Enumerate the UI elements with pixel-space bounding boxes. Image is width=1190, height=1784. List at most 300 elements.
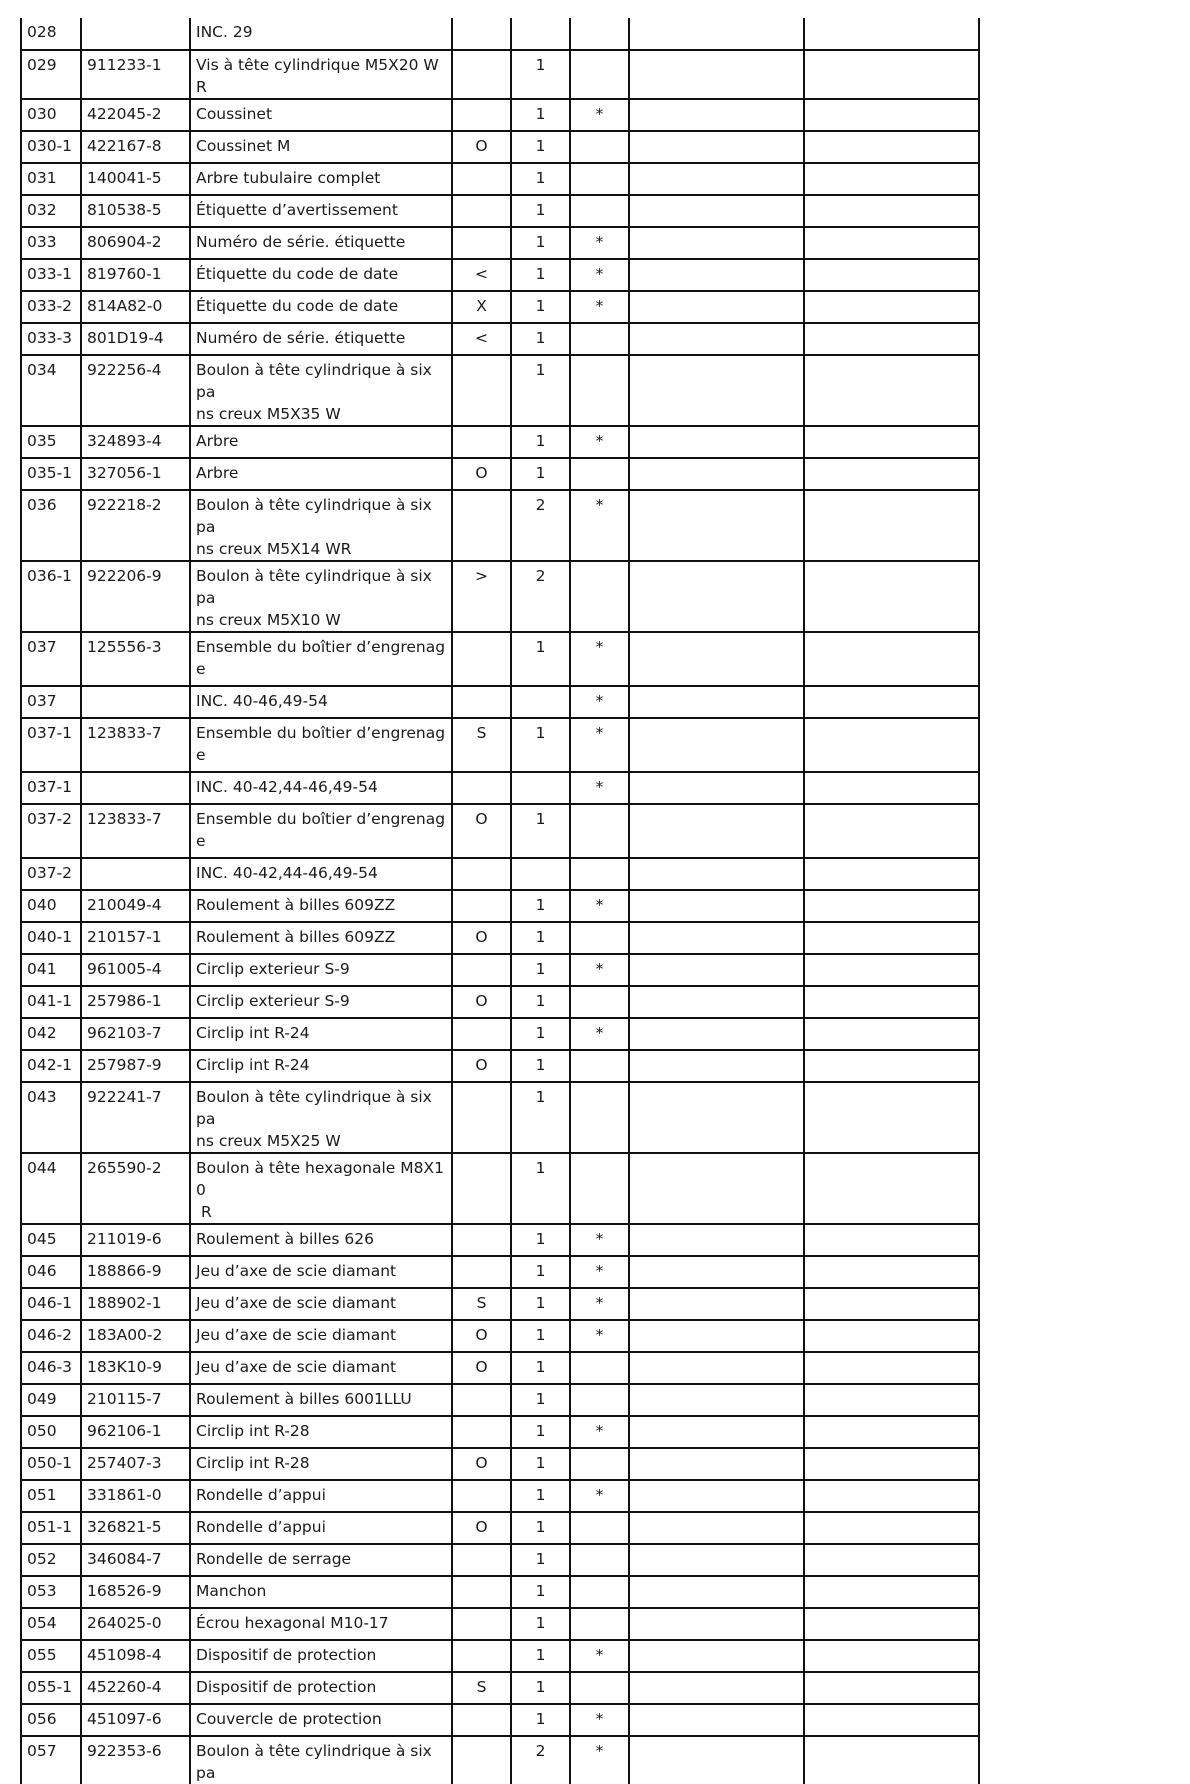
- note-cell: [570, 1153, 629, 1224]
- table-row: [21, 1082, 979, 1153]
- description-cell: [190, 1320, 452, 1352]
- note-cell: *: [570, 1416, 629, 1448]
- description-text: Boulon à tête cylindrique à six pa ns creux M5X35 W: [196, 361, 432, 423]
- description-text: Circlip int R-28: [196, 1422, 310, 1440]
- empty-cell: [629, 954, 804, 986]
- flag-cell: [452, 1480, 511, 1512]
- part-number-cell: 911233-1: [81, 50, 190, 99]
- quantity-cell: 1: [511, 355, 570, 426]
- description-cell: [190, 1704, 452, 1736]
- note-cell: *: [570, 632, 629, 686]
- description-text: Couvercle de protection: [196, 1710, 382, 1728]
- item-number-cell: 037: [21, 686, 81, 718]
- part-number-cell: 819760-1: [81, 259, 190, 291]
- part-number-cell: 806904-2: [81, 227, 190, 259]
- empty-cell: [629, 804, 804, 858]
- flag-cell: [452, 1576, 511, 1608]
- empty-cell: [804, 1448, 979, 1480]
- description-text: Arbre tubulaire complet: [196, 169, 381, 187]
- flag-cell: [452, 858, 511, 890]
- empty-cell: [629, 1640, 804, 1672]
- empty-cell: [804, 99, 979, 131]
- part-number-cell: 810538-5: [81, 195, 190, 227]
- table-row: [21, 1576, 979, 1608]
- empty-cell: [804, 686, 979, 718]
- description-text: Roulement à billes 609ZZ: [196, 928, 396, 946]
- quantity-cell: 1: [511, 1352, 570, 1384]
- part-number-cell: 331861-0: [81, 1480, 190, 1512]
- item-number-cell: 042: [21, 1018, 81, 1050]
- part-number-cell: 922353-6: [81, 1736, 190, 1784]
- empty-cell: [629, 561, 804, 632]
- empty-cell: [629, 1288, 804, 1320]
- table-row: [21, 686, 979, 718]
- description-text: Roulement à billes 6001LLU: [196, 1390, 412, 1408]
- empty-cell: [629, 986, 804, 1018]
- description-cell: [190, 1544, 452, 1576]
- empty-cell: [804, 50, 979, 99]
- table-row: [21, 458, 979, 490]
- table-row: [21, 195, 979, 227]
- quantity-cell: 1: [511, 1608, 570, 1640]
- description-text: Manchon: [196, 1582, 267, 1600]
- description-text: Circlip exterieur S-9: [196, 960, 350, 978]
- empty-cell: [629, 1050, 804, 1082]
- description-text: Rondelle d’appui: [196, 1486, 326, 1504]
- part-number-cell: [81, 18, 190, 50]
- item-number-cell: 053: [21, 1576, 81, 1608]
- item-number-cell: 044: [21, 1153, 81, 1224]
- item-number-cell: 033-1: [21, 259, 81, 291]
- empty-cell: [629, 718, 804, 772]
- description-text: Jeu d’axe de scie diamant: [196, 1262, 397, 1280]
- description-text: Circlip int R-24: [196, 1024, 310, 1042]
- note-cell: *: [570, 227, 629, 259]
- flag-cell: [452, 1224, 511, 1256]
- empty-cell: [629, 163, 804, 195]
- note-cell: [570, 1576, 629, 1608]
- empty-cell: [629, 922, 804, 954]
- empty-cell: [629, 1512, 804, 1544]
- flag-cell: O: [452, 1512, 511, 1544]
- item-number-cell: 041: [21, 954, 81, 986]
- quantity-cell: [511, 686, 570, 718]
- empty-cell: [629, 1384, 804, 1416]
- description-text: Rondelle d’appui: [196, 1518, 326, 1536]
- quantity-cell: 1: [511, 163, 570, 195]
- quantity-cell: 1: [511, 1153, 570, 1224]
- part-number-cell: 211019-6: [81, 1224, 190, 1256]
- empty-cell: [804, 954, 979, 986]
- table-row: [21, 1018, 979, 1050]
- description-text: Étiquette du code de date: [196, 265, 399, 283]
- item-number-cell: 032: [21, 195, 81, 227]
- empty-cell: [804, 458, 979, 490]
- note-cell: *: [570, 686, 629, 718]
- description-cell: [190, 1153, 452, 1224]
- note-cell: *: [570, 954, 629, 986]
- item-number-cell: 033-2: [21, 291, 81, 323]
- note-cell: [570, 922, 629, 954]
- empty-cell: [629, 99, 804, 131]
- item-number-cell: 056: [21, 1704, 81, 1736]
- item-number-cell: 054: [21, 1608, 81, 1640]
- part-number-cell: 188866-9: [81, 1256, 190, 1288]
- empty-cell: [629, 1352, 804, 1384]
- flag-cell: [452, 18, 511, 50]
- flag-cell: [452, 772, 511, 804]
- table-row: [21, 1352, 979, 1384]
- flag-cell: [452, 50, 511, 99]
- part-number-cell: 123833-7: [81, 718, 190, 772]
- part-number-cell: 801D19-4: [81, 323, 190, 355]
- empty-cell: [629, 1544, 804, 1576]
- flag-cell: [452, 1384, 511, 1416]
- note-cell: *: [570, 1224, 629, 1256]
- part-number-cell: 123833-7: [81, 804, 190, 858]
- flag-cell: O: [452, 131, 511, 163]
- flag-cell: S: [452, 718, 511, 772]
- item-number-cell: 041-1: [21, 986, 81, 1018]
- description-text: Roulement à billes 626: [196, 1230, 374, 1248]
- flag-cell: [452, 1608, 511, 1640]
- description-text: Roulement à billes 609ZZ: [196, 896, 396, 914]
- empty-cell: [629, 1736, 804, 1784]
- description-text: Étiquette d’avertissement: [196, 201, 398, 219]
- note-cell: *: [570, 1704, 629, 1736]
- description-cell: [190, 922, 452, 954]
- part-number-cell: 962106-1: [81, 1416, 190, 1448]
- flag-cell: O: [452, 1352, 511, 1384]
- quantity-cell: 1: [511, 259, 570, 291]
- empty-cell: [804, 1256, 979, 1288]
- description-text: Dispositif de protection: [196, 1646, 377, 1664]
- note-cell: *: [570, 426, 629, 458]
- flag-cell: S: [452, 1288, 511, 1320]
- note-cell: *: [570, 1256, 629, 1288]
- quantity-cell: 1: [511, 131, 570, 163]
- quantity-cell: 1: [511, 323, 570, 355]
- table-row: [21, 1704, 979, 1736]
- description-cell: [190, 18, 452, 50]
- description-text: INC. 40-42,44-46,49-54: [196, 864, 378, 882]
- part-number-cell: 422045-2: [81, 99, 190, 131]
- empty-cell: [804, 1384, 979, 1416]
- empty-cell: [804, 1608, 979, 1640]
- item-number-cell: 046-2: [21, 1320, 81, 1352]
- note-cell: *: [570, 1480, 629, 1512]
- flag-cell: O: [452, 804, 511, 858]
- empty-cell: [629, 458, 804, 490]
- description-cell: [190, 458, 452, 490]
- table-row: [21, 227, 979, 259]
- flag-cell: [452, 890, 511, 922]
- item-number-cell: 037-1: [21, 718, 81, 772]
- flag-cell: X: [452, 291, 511, 323]
- flag-cell: [452, 99, 511, 131]
- empty-cell: [804, 1736, 979, 1784]
- quantity-cell: 1: [511, 922, 570, 954]
- flag-cell: [452, 1256, 511, 1288]
- part-number-cell: 183K10-9: [81, 1352, 190, 1384]
- item-number-cell: 055: [21, 1640, 81, 1672]
- part-number-cell: 324893-4: [81, 426, 190, 458]
- table-row: [21, 1256, 979, 1288]
- quantity-cell: 1: [511, 1416, 570, 1448]
- empty-cell: [629, 1082, 804, 1153]
- description-cell: [190, 259, 452, 291]
- note-cell: *: [570, 1736, 629, 1784]
- note-cell: [570, 1384, 629, 1416]
- table-row: [21, 18, 979, 50]
- description-text: Ensemble du boîtier d’engrenag e: [196, 724, 446, 764]
- empty-cell: [629, 426, 804, 458]
- item-number-cell: 052: [21, 1544, 81, 1576]
- part-number-cell: 961005-4: [81, 954, 190, 986]
- item-number-cell: 042-1: [21, 1050, 81, 1082]
- flag-cell: O: [452, 458, 511, 490]
- flag-cell: [452, 195, 511, 227]
- empty-cell: [629, 772, 804, 804]
- table-row: [21, 426, 979, 458]
- note-cell: [570, 1544, 629, 1576]
- note-cell: *: [570, 772, 629, 804]
- quantity-cell: 1: [511, 1320, 570, 1352]
- part-number-cell: 452260-4: [81, 1672, 190, 1704]
- description-cell: [190, 426, 452, 458]
- note-cell: *: [570, 1640, 629, 1672]
- part-number-cell: 140041-5: [81, 163, 190, 195]
- flag-cell: [452, 632, 511, 686]
- note-cell: [570, 1448, 629, 1480]
- empty-cell: [804, 1018, 979, 1050]
- empty-cell: [629, 1256, 804, 1288]
- item-number-cell: 037-2: [21, 804, 81, 858]
- quantity-cell: 1: [511, 1224, 570, 1256]
- parts-list-page: [20, 18, 980, 1784]
- flag-cell: [452, 1736, 511, 1784]
- empty-cell: [804, 718, 979, 772]
- empty-cell: [804, 1320, 979, 1352]
- quantity-cell: 1: [511, 1018, 570, 1050]
- empty-cell: [629, 227, 804, 259]
- part-number-cell: 346084-7: [81, 1544, 190, 1576]
- description-text: Jeu d’axe de scie diamant: [196, 1326, 397, 1344]
- note-cell: [570, 1050, 629, 1082]
- description-cell: [190, 1448, 452, 1480]
- quantity-cell: 1: [511, 986, 570, 1018]
- flag-cell: [452, 1544, 511, 1576]
- table-row: [21, 1608, 979, 1640]
- part-number-cell: [81, 858, 190, 890]
- table-row: [21, 922, 979, 954]
- quantity-cell: 2: [511, 490, 570, 561]
- description-cell: [190, 1050, 452, 1082]
- description-cell: [190, 632, 452, 686]
- empty-cell: [804, 858, 979, 890]
- table-row: [21, 1153, 979, 1224]
- description-cell: [190, 1512, 452, 1544]
- flag-cell: O: [452, 1050, 511, 1082]
- table-row: [21, 1448, 979, 1480]
- item-number-cell: 046-1: [21, 1288, 81, 1320]
- item-number-cell: 051: [21, 1480, 81, 1512]
- description-cell: [190, 804, 452, 858]
- empty-cell: [804, 632, 979, 686]
- description-text: INC. 40-46,49-54: [196, 692, 328, 710]
- description-cell: [190, 686, 452, 718]
- empty-cell: [804, 1224, 979, 1256]
- note-cell: [570, 355, 629, 426]
- empty-cell: [804, 986, 979, 1018]
- part-number-cell: 168526-9: [81, 1576, 190, 1608]
- empty-cell: [804, 922, 979, 954]
- description-cell: [190, 986, 452, 1018]
- note-cell: *: [570, 890, 629, 922]
- empty-cell: [629, 50, 804, 99]
- empty-cell: [804, 1512, 979, 1544]
- quantity-cell: 1: [511, 291, 570, 323]
- table-row: [21, 1320, 979, 1352]
- empty-cell: [629, 490, 804, 561]
- description-text: Circlip int R-28: [196, 1454, 310, 1472]
- empty-cell: [629, 632, 804, 686]
- flag-cell: [452, 686, 511, 718]
- flag-cell: >: [452, 561, 511, 632]
- empty-cell: [804, 890, 979, 922]
- description-cell: [190, 163, 452, 195]
- item-number-cell: 037-2: [21, 858, 81, 890]
- empty-cell: [629, 1704, 804, 1736]
- quantity-cell: [511, 772, 570, 804]
- empty-cell: [629, 1224, 804, 1256]
- description-cell: [190, 954, 452, 986]
- quantity-cell: 1: [511, 1480, 570, 1512]
- item-number-cell: 035-1: [21, 458, 81, 490]
- empty-cell: [629, 1018, 804, 1050]
- empty-cell: [804, 355, 979, 426]
- table-row: [21, 858, 979, 890]
- part-number-cell: 962103-7: [81, 1018, 190, 1050]
- empty-cell: [804, 1640, 979, 1672]
- description-text: Étiquette du code de date: [196, 297, 399, 315]
- description-text: Numéro de série. étiquette: [196, 233, 406, 251]
- part-number-cell: 257987-9: [81, 1050, 190, 1082]
- quantity-cell: 1: [511, 99, 570, 131]
- empty-cell: [629, 291, 804, 323]
- note-cell: [570, 50, 629, 99]
- empty-cell: [804, 195, 979, 227]
- empty-cell: [629, 1480, 804, 1512]
- flag-cell: [452, 490, 511, 561]
- table-row: [21, 1224, 979, 1256]
- part-number-cell: 922218-2: [81, 490, 190, 561]
- quantity-cell: 1: [511, 1576, 570, 1608]
- description-text: Coussinet: [196, 105, 273, 123]
- note-cell: *: [570, 291, 629, 323]
- item-number-cell: 037-1: [21, 772, 81, 804]
- empty-cell: [804, 1416, 979, 1448]
- table-row: [21, 259, 979, 291]
- quantity-cell: 1: [511, 1448, 570, 1480]
- item-number-cell: 036: [21, 490, 81, 561]
- description-text: Boulon à tête hexagonale M8X10 R: [196, 1159, 444, 1221]
- item-number-cell: 030-1: [21, 131, 81, 163]
- note-cell: *: [570, 99, 629, 131]
- item-number-cell: 033-3: [21, 323, 81, 355]
- quantity-cell: 1: [511, 1384, 570, 1416]
- quantity-cell: 1: [511, 1704, 570, 1736]
- flag-cell: [452, 355, 511, 426]
- description-text: Vis à tête cylindrique M5X20 WR: [196, 56, 439, 96]
- flag-cell: O: [452, 1320, 511, 1352]
- note-cell: *: [570, 1288, 629, 1320]
- part-number-cell: [81, 686, 190, 718]
- description-cell: [190, 1288, 452, 1320]
- description-cell: [190, 1224, 452, 1256]
- description-text: Arbre: [196, 432, 239, 450]
- empty-cell: [804, 1480, 979, 1512]
- flag-cell: [452, 227, 511, 259]
- quantity-cell: 1: [511, 227, 570, 259]
- table-row: [21, 632, 979, 686]
- description-cell: [190, 1384, 452, 1416]
- empty-cell: [629, 18, 804, 50]
- quantity-cell: 2: [511, 561, 570, 632]
- table-row: [21, 99, 979, 131]
- part-number-cell: 125556-3: [81, 632, 190, 686]
- table-row: [21, 291, 979, 323]
- empty-cell: [804, 1704, 979, 1736]
- description-cell: [190, 1480, 452, 1512]
- part-number-cell: 451097-6: [81, 1704, 190, 1736]
- note-cell: *: [570, 1320, 629, 1352]
- quantity-cell: 1: [511, 1544, 570, 1576]
- description-cell: [190, 1672, 452, 1704]
- flag-cell: O: [452, 986, 511, 1018]
- empty-cell: [804, 18, 979, 50]
- empty-cell: [804, 259, 979, 291]
- description-cell: [190, 1736, 452, 1784]
- empty-cell: [629, 259, 804, 291]
- parts-table-body: [21, 18, 979, 1784]
- empty-cell: [804, 426, 979, 458]
- empty-cell: [629, 323, 804, 355]
- table-row: [21, 772, 979, 804]
- table-row: [21, 890, 979, 922]
- quantity-cell: 1: [511, 1512, 570, 1544]
- description-text: Écrou hexagonal M10-17: [196, 1614, 389, 1632]
- description-cell: [190, 131, 452, 163]
- part-number-cell: 264025-0: [81, 1608, 190, 1640]
- description-cell: [190, 561, 452, 632]
- table-row: [21, 1544, 979, 1576]
- table-row: [21, 1512, 979, 1544]
- table-row: [21, 50, 979, 99]
- description-text: Circlip int R-24: [196, 1056, 310, 1074]
- note-cell: [570, 195, 629, 227]
- description-text: INC. 40-42,44-46,49-54: [196, 778, 378, 796]
- part-number-cell: 210157-1: [81, 922, 190, 954]
- item-number-cell: 046: [21, 1256, 81, 1288]
- flag-cell: <: [452, 259, 511, 291]
- empty-cell: [629, 195, 804, 227]
- description-cell: [190, 1416, 452, 1448]
- note-cell: [570, 804, 629, 858]
- table-row: [21, 561, 979, 632]
- note-cell: [570, 323, 629, 355]
- note-cell: [570, 858, 629, 890]
